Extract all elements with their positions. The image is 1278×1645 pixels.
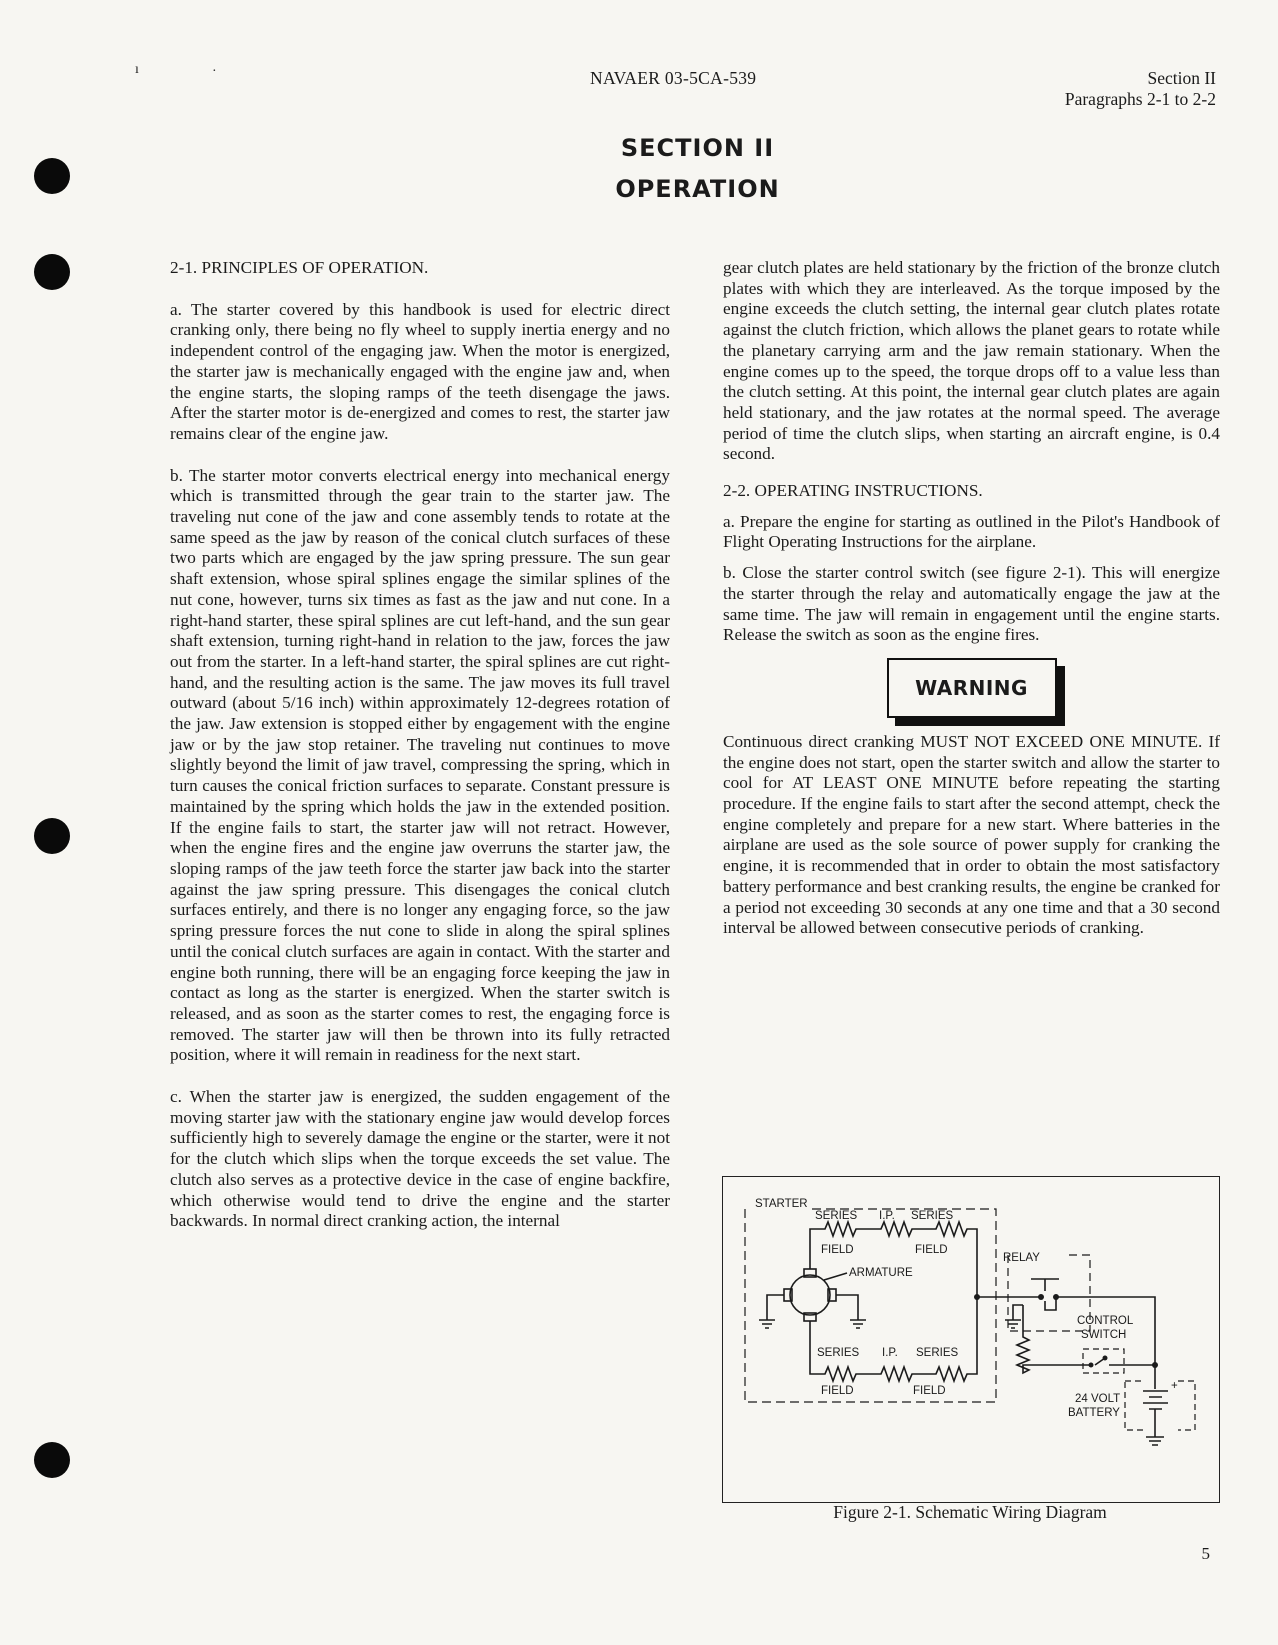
- label-control: CONTROL: [1077, 1315, 1134, 1327]
- paragraph-2-2-a: a. Prepare the engine for starting as outlined in the Pilot's Handbook of Flight Operating Instructions for the airplane.: [723, 511, 1220, 552]
- label-field: FIELD: [915, 1244, 948, 1256]
- figure-caption: Figure 2-1. Schematic Wiring Diagram: [833, 1502, 1107, 1522]
- label-series: SERIES: [911, 1210, 954, 1222]
- label-plus: +: [1171, 1380, 1178, 1392]
- label-field: FIELD: [821, 1385, 854, 1397]
- scan-mark: ı: [135, 62, 139, 77]
- label-relay: RELAY: [1003, 1252, 1040, 1264]
- label-field: FIELD: [913, 1385, 946, 1397]
- section-name: OPERATION: [615, 175, 780, 203]
- right-column: [723, 258, 1220, 939]
- paragraph-2-1-c: c. When the starter jaw is energized, the sudden engagement of the moving starter jaw with the stationary engine jaw would develop forces sufficiently high to severely damage the engine or the starter, were it not for the clutch which slips when the torque exceeds the set value. The clutch also serves as a protective device in the case of engine backfire, which otherwise would tend to drive the engine and the starter backwards. In normal direct cranking action, the internal: [170, 1087, 670, 1231]
- label-24-volt: 24 VOLT: [1075, 1393, 1121, 1405]
- header-section: Section II: [1147, 68, 1216, 88]
- label-battery: BATTERY: [1068, 1407, 1120, 1419]
- warning-text: Continuous direct cranking MUST NOT EXCEED ONE MINUTE. If the engine does not start, open the starter switch and allow the starter to cool for AT LEAST ONE MINUTE before repeating the starting procedure. If the engine fails to start after the second attempt, check the engine completely and prepare for a new start. Where batteries in the airplane are used as the sole source of power supply for cranking the engine, it is recommended that in order to obtain the most satisfactory battery performance and best cranking results, the engine be cranked for a period not exceeding 30 seconds at any one time and that a 30 second interval be allowed between consecutive periods of cranking.: [723, 731, 1220, 938]
- label-switch: SWITCH: [1081, 1329, 1127, 1341]
- section-title: SECTION II: [620, 134, 775, 162]
- paragraph-2-1-c-continued: gear clutch plates are held stationary by the friction of the bronze clutch plates with which they are interleaved. As the torque imposed by the engine exceeds the clutch setting, the internal gear clutch plates rotate against the clutch friction, which allows the planet gears to rotate while the planetary carrying arm and the jaw remain stationary. When the engine comes up to the speed, the torque drops off to a value less than the clutch setting. At this point, the internal gear clutch plates are again held stationary, and the jaw rotates at the normal speed. The average period of time the clutch slips, when starting an aircraft engine, is 0.4 second.: [723, 258, 1220, 464]
- label-series: SERIES: [817, 1347, 860, 1359]
- label-ip: I.P.: [882, 1347, 898, 1359]
- scan-mark: ·: [212, 64, 217, 79]
- paragraph-2-1-a: a. The starter covered by this handbook is used for electric direct cranking only, there being no fly wheel to supply inertia energy and no independent control of the engaging jaw. When the motor is energized, the starter jaw is mechanically engaged with the engine jaw and, when the engine starts, the sloping ramps of the teeth disengage the jaws. After the starter motor is de-energized and comes to rest, the starter jaw remains clear of the engine jaw.: [170, 299, 670, 443]
- punch-hole: [34, 818, 70, 854]
- label-series: SERIES: [815, 1210, 858, 1222]
- label-ip: I.P.: [879, 1210, 895, 1222]
- header-section-info: [1065, 68, 1216, 110]
- punch-hole: [34, 254, 70, 290]
- warning-box-wrapper: [723, 658, 1220, 718]
- warning-label: WARNING: [887, 658, 1057, 718]
- paragraph-2-1-b: b. The starter motor converts electrical energy into mechanical energy which is transmitted through the gear train to the starter jaw. The traveling nut cone of the jaw and cone assembly tends to rotate at the same speed as the jaw by reason of the conical clutch surfaces of these two parts which are engaged by the jaw spring pressure. The sun gear shaft extension, whose spiral splines engage the similar splines of the nut cone, however, turns six times as fast as the jaw and nut cone. In a right-hand starter, these spiral splines are cut left-hand, and the sun gear shaft extension, turning right-hand in relation to the jaw, forces the jaw out from the starter. In a left-hand starter, the spiral splines are cut right-hand, and the resulting action is the same. The jaw moves its full travel outward (about 5/16 inch) within approximately 12-degrees rotation of the jaw. Jaw extension is stopped either by engagement with the engine jaw or by the jaw stop retainer. The traveling nut continues to move slightly beyond the limit of jaw travel, compressing the spring, which in turn causes the conical friction surfaces to separate. Constant pressure is maintained by the spring which holds the jaw in the extended position. If the engine fails to start, the starter jaw will not retract. However, when the engine fires and the engine jaw overruns the starter jaw, the sloping ramps of the jaw teeth force the starter jaw back into the starter against the jaw spring pressure. This disengages the conical clutch surfaces entirely, and there is no longer any engaging force, so the jaw spring pressure forces the nut cone to slide in along the spiral splines until the conical clutch surfaces are again in contact. With the starter and engine both running, there will be an engaging force keeping the jaw in contact as long as the starter is energized. When the starter switch is released, and as soon as the starter comes to rest, the engaging force is removed. The starter jaw will then be thrown into its fully retracted position, where it will remain in readiness for the next start.: [170, 465, 670, 1065]
- heading-2-2: 2-2. OPERATING INSTRUCTIONS.: [723, 481, 983, 501]
- label-field: FIELD: [821, 1244, 854, 1256]
- schematic-svg: [723, 1177, 1219, 1502]
- left-column: [170, 258, 670, 1232]
- document-number: NAVAER 03-5CA-539: [590, 68, 757, 88]
- label-armature: ARMATURE: [849, 1267, 913, 1279]
- heading-2-1: 2-1. PRINCIPLES OF OPERATION.: [170, 258, 429, 277]
- punch-hole: [34, 1442, 70, 1478]
- label-starter: STARTER: [755, 1198, 808, 1210]
- schematic-wiring-diagram: [722, 1176, 1220, 1503]
- page-number: 5: [1201, 1544, 1210, 1563]
- paragraph-2-2-b: b. Close the starter control switch (see figure 2-1). This will energize the starter through the relay and automatically engage the jaw at the same time. The jaw will remain in engagement until the engine starts. Release the switch as soon as the engine fires.: [723, 563, 1220, 645]
- header-paragraphs: Paragraphs 2-1 to 2-2: [1064, 89, 1216, 109]
- label-series: SERIES: [916, 1347, 959, 1359]
